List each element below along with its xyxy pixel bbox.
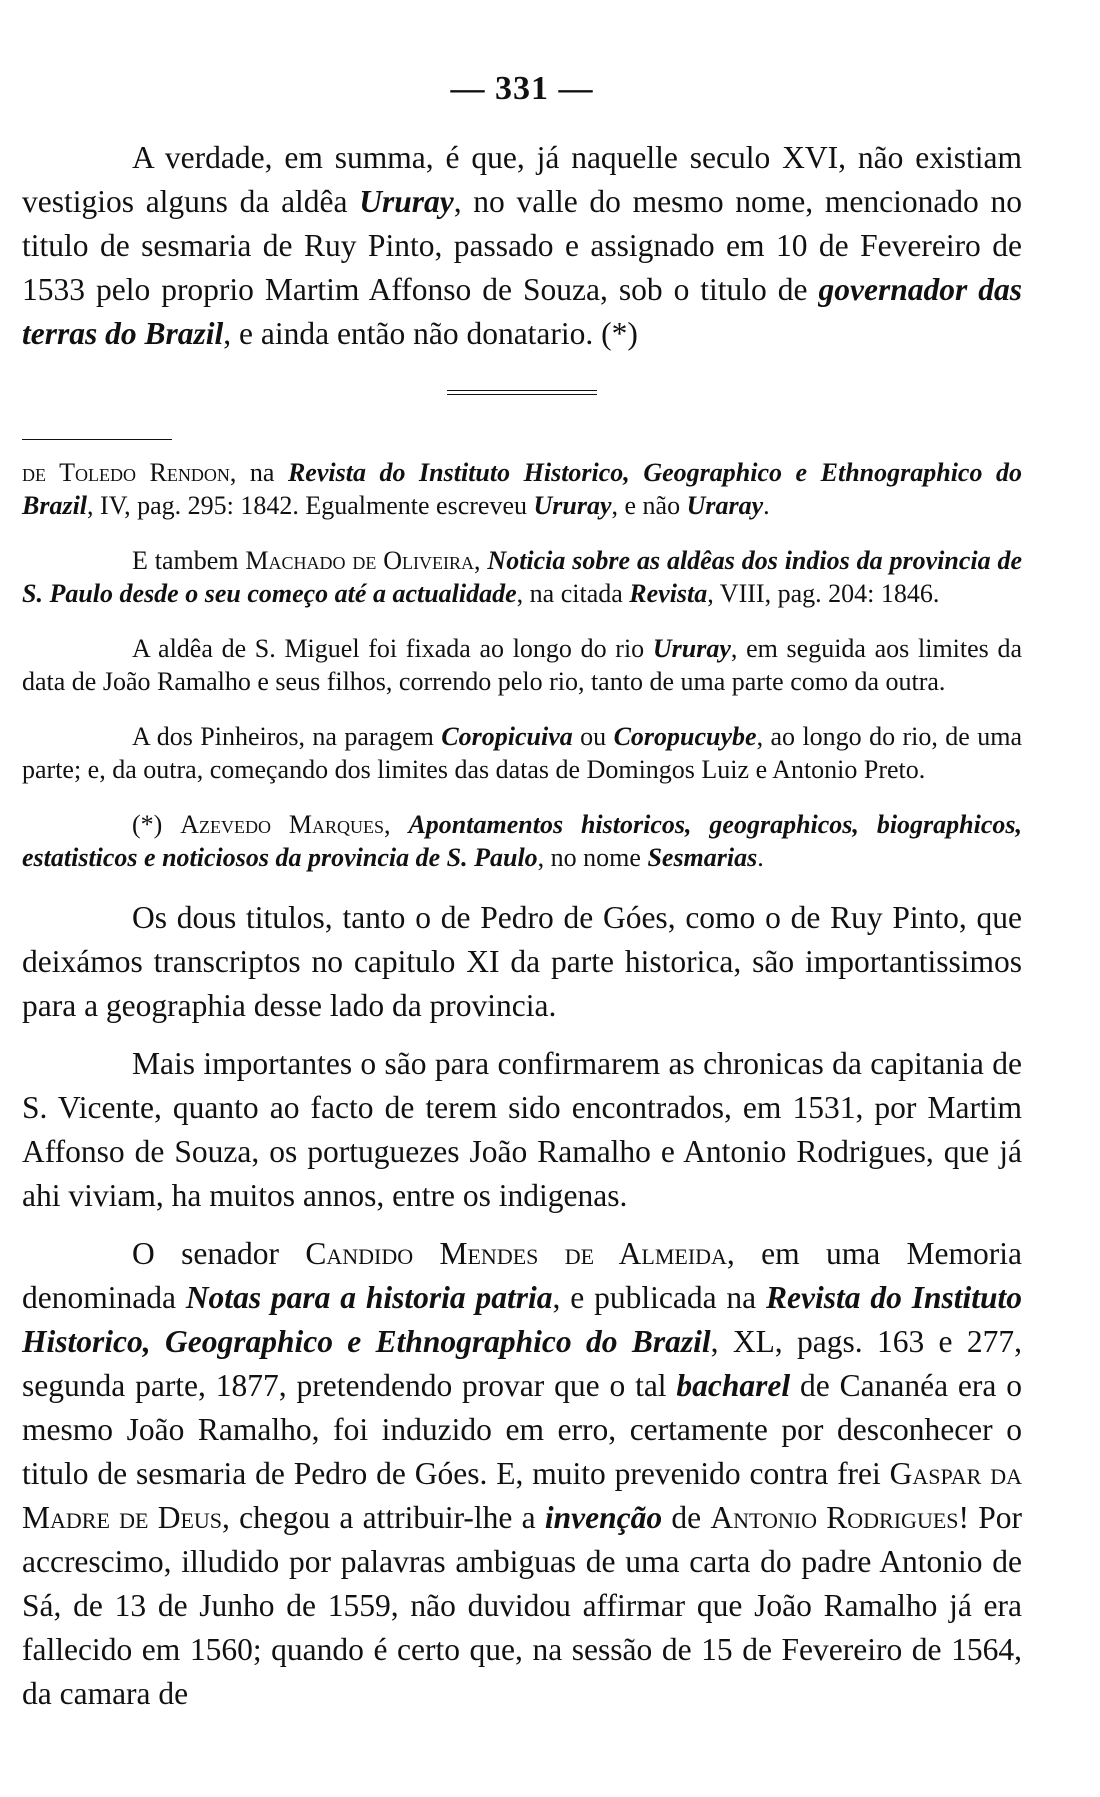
footnote-azevedo-marques: (*) Azevedo Marques, Apontamentos historicos, geographicos, biographicos, estatisticos e noticiosos da provincia de S. Paulo, no nome Sesmarias. bbox=[22, 810, 1023, 872]
paragraph-verdade: A verdade, em summa, é que, já naquelle seculo XVI, não existiam vestigios alguns da aldêa Ururay, no valle do mesmo nome, mencionado no titulo de sesmaria de Ruy Pinto, passado e assignado em 10 de Fevereiro de 1533 pelo proprio Martim Affonso de Souza, sob o titulo de governador das terras do Brazil, e ainda então não donatario. (*) bbox=[22, 140, 1023, 351]
paragraph-mais-importantes: Mais importantes o são para confirmarem as chronicas da capitania de S. Vicente, quanto ao facto de terem sido encontrados, em 1531, por Martim Affonso de Souza, os portuguezes João Ramalho e Antonio Rodrigues, que já ahi viviam, ha muitos annos, entre os indigenas. bbox=[22, 1046, 1022, 1213]
main-text-continued bbox=[22, 896, 1022, 1716]
paragraph-candido-mendes: O senador Candido Mendes de Almeida, em uma Memoria denominada Notas para a historia patria, e publicada na Revista do Instituto Historico, Geographico e Ethnographico do Brazil, XL, pags. 163 e 277, segunda parte, 1877, pretendendo provar que o tal bacharel de Cananéa era o mesmo João Ramalho, foi induzido em erro, certamente por desconhecer o titulo de sesmaria de Pedro de Góes. E, muito prevenido contra frei Gaspar da Madre de Deus, chegou a attribuir-lhe a invenção de Antonio Rodrigues! Por accrescimo, illudido por palavras ambiguas de uma carta do padre Antonio de Sá, de 13 de Junho de 1559, não duvidou affirmar que João Ramalho já era fallecido em 1560; quando é certo que, na sessão de 15 de Fevereiro de 1564, da camara de bbox=[22, 1236, 1023, 1711]
footnote-machado: E tambem Machado de Oliveira, Noticia sobre as aldêas dos indios da provincia de S. Paulo desde o seu começo até a actualidade, na citada Revista, VIII, pag. 204: 1846. bbox=[22, 546, 1023, 608]
footnotes bbox=[22, 456, 1022, 874]
book-page bbox=[22, 70, 1022, 1716]
section-divider bbox=[447, 390, 597, 395]
page-number: — 331 — bbox=[450, 70, 594, 107]
footnote-toledo-rendon: de Toledo Rendon, na Revista do Instituto Historico, Geographico e Ethnographico do Brazil, IV, pag. 295: 1842. Egualmente escreveu Ururay, e não Uraray. bbox=[22, 458, 1023, 520]
footnote-rule bbox=[22, 439, 172, 440]
footnote-sao-miguel: A aldêa de S. Miguel foi fixada ao longo do rio Ururay, em seguida aos limites da data de João Ramalho e seus filhos, correndo pelo rio, tanto de uma parte como da outra. bbox=[22, 634, 1022, 696]
footnote-pinheiros: A dos Pinheiros, na paragem Coropicuiva ou Coropucuybe, ao longo do rio, de uma parte; e, da outra, começando dos limites das datas de Domingos Luiz e Antonio Preto. bbox=[22, 722, 1023, 784]
paragraph-dous-titulos: Os dous titulos, tanto o de Pedro de Góes, como o de Ruy Pinto, que deixámos transcriptos no capitulo XI da parte historica, são importantissimos para a geographia desse lado da provincia. bbox=[22, 900, 1022, 1023]
main-text bbox=[22, 136, 1022, 356]
